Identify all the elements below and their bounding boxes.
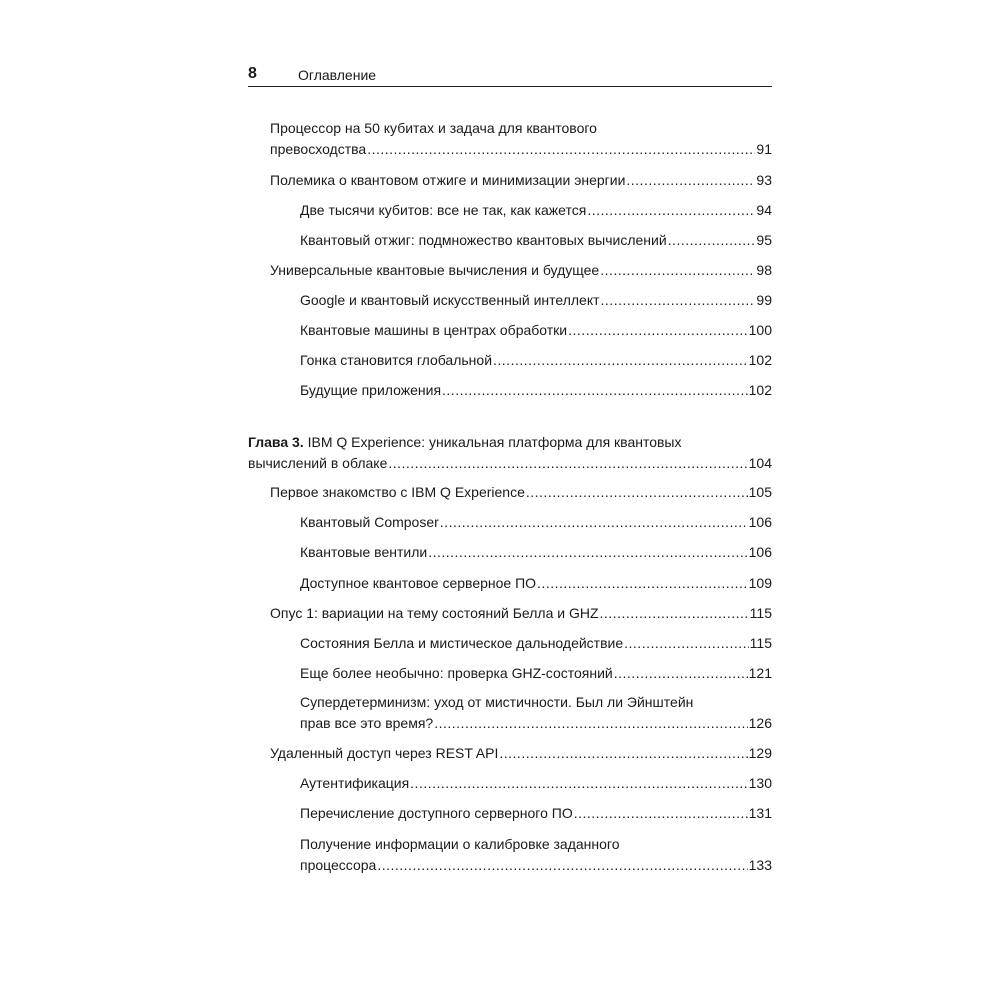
toc-entry-page-number: 105	[748, 484, 772, 500]
toc-entry	[270, 260, 772, 281]
toc-entry	[300, 834, 772, 876]
toc-entry	[300, 512, 772, 533]
dot-leader	[624, 633, 749, 654]
toc-entry	[300, 320, 772, 341]
toc-entry-title: Гонка становится глобальной	[300, 352, 493, 368]
toc-entry-title-first-line	[270, 118, 772, 139]
toc-entry	[300, 350, 772, 371]
toc-entry-title: вычислений в облаке	[248, 455, 388, 471]
toc-entry	[300, 573, 772, 594]
toc-entry	[300, 380, 772, 401]
dot-leader	[367, 139, 755, 160]
toc-entry-title: Квантовый отжиг: подмножество квантовых вычислений	[300, 232, 667, 248]
toc-entry	[270, 603, 772, 624]
dot-leader	[434, 713, 747, 734]
toc-entry-page-number: 104	[748, 455, 772, 471]
toc-entry-title: Опус 1: вариации на тему состояний Белла и GHZ	[270, 605, 599, 621]
toc-entry-page-number: 102	[748, 382, 772, 398]
dot-leader	[493, 350, 748, 371]
toc-entry-title-start: Получение информации о калибровке заданного	[300, 836, 620, 852]
toc-entry	[300, 663, 772, 684]
dot-leader	[377, 855, 747, 876]
toc-entry-page-number: 109	[748, 575, 772, 591]
toc-entry-title-start: IBM Q Experience: уникальная платформа для квантовых	[307, 434, 682, 450]
toc-entry-title: Аутентификация	[300, 775, 410, 791]
toc-entry-page-number: 98	[756, 262, 772, 278]
dot-leader	[537, 573, 748, 594]
toc-entry-title: Квантовый Composer	[300, 514, 439, 530]
toc-entry-title: Квантовые вентили	[300, 544, 428, 560]
toc-entry	[300, 803, 772, 824]
toc-entry-title: Универсальные квантовые вычисления и будущее	[270, 262, 600, 278]
toc-entry	[300, 230, 772, 251]
toc-entry	[300, 200, 772, 221]
toc-entry-title: Доступное квантовое серверное ПО	[300, 575, 537, 591]
dot-leader	[568, 320, 748, 341]
dot-leader	[410, 773, 747, 794]
toc-entry-title-start: Процессор на 50 кубитах и задача для квантового	[270, 120, 597, 136]
dot-leader	[499, 743, 747, 764]
toc-entry	[248, 432, 772, 474]
toc-entry-page-number: 106	[748, 514, 772, 530]
dot-leader	[626, 170, 755, 191]
toc-entry	[270, 170, 772, 191]
dot-leader	[526, 482, 748, 503]
toc-entry-title: Две тысячи кубитов: все не так, как кажется	[300, 202, 587, 218]
toc-entry	[270, 743, 772, 764]
toc-entry	[300, 692, 772, 734]
toc-entry-title: Первое знакомство с IBM Q Experience	[270, 484, 525, 500]
page-header	[248, 64, 772, 87]
toc-entry	[270, 482, 772, 503]
toc-entry-page-number: 115	[749, 635, 772, 651]
toc-entry-page-number: 131	[748, 805, 772, 821]
dot-leader	[600, 603, 749, 624]
book-page	[248, 0, 772, 1000]
toc-entry-page-number: 130	[748, 775, 772, 791]
dot-leader	[440, 512, 748, 533]
dot-leader	[574, 803, 748, 824]
toc-entry-page-number: 133	[748, 857, 772, 873]
dot-leader	[388, 453, 747, 474]
toc-entry-page-number: 115	[749, 605, 772, 621]
toc-entry	[300, 290, 772, 311]
toc-entry-title-first-line	[248, 432, 772, 453]
toc-entry-page-number: 129	[748, 745, 772, 761]
toc-entry-title: Удаленный доступ через REST API	[270, 745, 499, 761]
toc-entry-page-number: 99	[756, 292, 772, 308]
dot-leader	[587, 200, 755, 221]
toc-entry-page-number: 100	[748, 322, 772, 338]
dot-leader	[601, 290, 756, 311]
toc-entry-page-number: 93	[756, 172, 772, 188]
toc-entry-title: процессора	[300, 857, 377, 873]
toc-entry	[300, 773, 772, 794]
toc-entry-page-number: 91	[756, 141, 772, 157]
toc-entry-title: прав все это время?	[300, 715, 434, 731]
toc-entry	[300, 542, 772, 563]
running-title: Оглавление	[298, 67, 377, 83]
toc-entry	[270, 118, 772, 160]
dot-leader	[614, 663, 748, 684]
toc-entry-title: превосходства	[270, 141, 367, 157]
toc-entry-title-start: Супердетерминизм: уход от мистичности. Был ли Эйнштейн	[300, 694, 694, 710]
toc-entry-page-number: 121	[748, 665, 772, 681]
page-number: 8	[248, 65, 257, 82]
toc-entry-page-number: 102	[748, 352, 772, 368]
toc-entry-title-first-line	[300, 692, 772, 713]
chapter-label: Глава 3.	[248, 434, 304, 450]
toc-entry-page-number: 94	[756, 202, 772, 218]
toc-entry-title: Квантовые машины в центрах обработки	[300, 322, 568, 338]
toc-entry-page-number: 106	[748, 544, 772, 560]
toc-entry	[300, 633, 772, 654]
toc-entry-title: Состояния Белла и мистическое дальнодействие	[300, 635, 624, 651]
toc-entry-title: Еще более необычно: проверка GHZ-состояний	[300, 665, 613, 681]
toc-entry-title: Перечисление доступного серверного ПО	[300, 805, 573, 821]
dot-leader	[600, 260, 755, 281]
toc-entry-title: Google и квантовый искусственный интеллект	[300, 292, 600, 308]
toc-entry-title-first-line	[300, 834, 772, 855]
toc-entry-page-number: 126	[748, 715, 772, 731]
toc-entry-page-number: 95	[756, 232, 772, 248]
dot-leader	[442, 380, 748, 401]
dot-leader	[428, 542, 747, 563]
dot-leader	[668, 230, 756, 251]
toc-entry-title: Полемика о квантовом отжиге и минимизации энергии	[270, 172, 626, 188]
toc-entry-title: Будущие приложения	[300, 382, 442, 398]
